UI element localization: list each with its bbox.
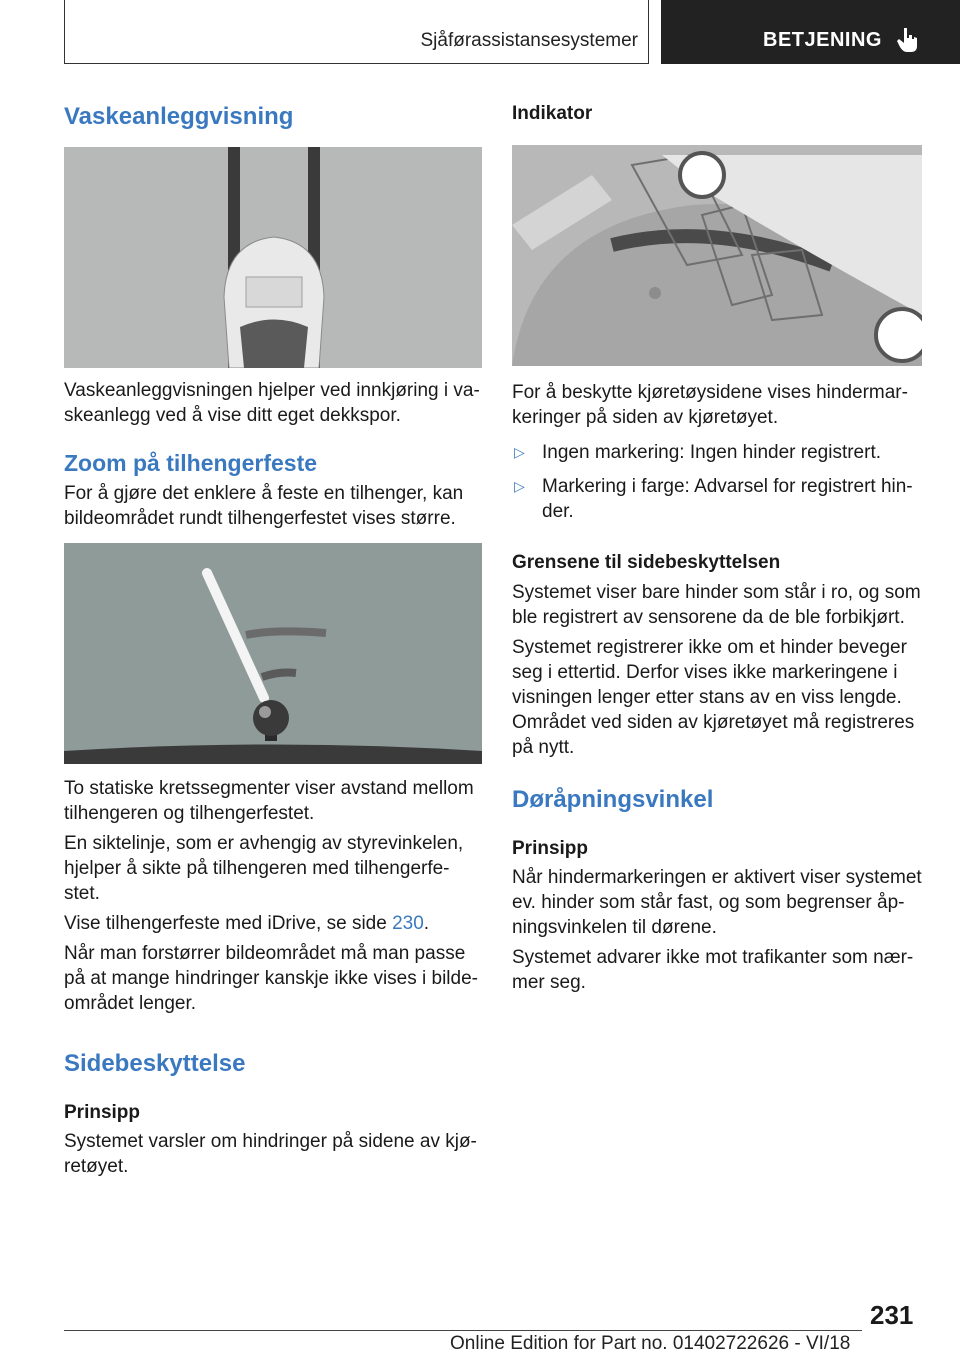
header-section-title: Sjåførassistansesystemer [420, 30, 638, 51]
text-show-hitch [64, 911, 482, 936]
page-link-230[interactable]: 230 [392, 913, 424, 934]
text-sightline: En siktelinje, som er avhengig av styrevinkelen, hjelper å sikte på tilhengeren med tilhengerfe-stet. [64, 833, 464, 904]
list-item [512, 440, 922, 465]
text-limits-1: Systemet viser bare hinder som står i ro, og som ble registrert av sensorene da de ble forbikjørt. [512, 582, 921, 628]
text-side-principle: Systemet varsler om hindringer på sidene av kjø-retøyet. [64, 1131, 477, 1177]
page-number: 231 [870, 1300, 914, 1330]
list-item-text: Markering i farge: Advarsel for registrert hin-der. [542, 476, 913, 522]
heading-indicator: Indikator [512, 103, 593, 124]
heading-zoom: Zoom på tilhengerfeste [64, 450, 318, 476]
bullet-triangle-icon: ▷ [514, 478, 525, 494]
text-door-1: Når hindermarkeringen er aktivert viser systemet ev. hinder som står fast, og som begrenser åp-ningsvinkelen til dørene. [512, 867, 922, 938]
header-chapter-box [661, 0, 960, 64]
list-item-text: Ingen markering: Ingen hinder registrert. [542, 442, 882, 463]
header-section-box [64, 0, 649, 64]
figure-wash-view [64, 147, 482, 368]
text-zoom-warning: Når man forstørrer bildeområdet må man passe på at mange hindringer kanskje ikke vises i bilde-området lenger. [64, 943, 478, 1014]
footer-divider [64, 1330, 862, 1331]
text-door-2: Systemet advarer ikke mot trafikanter som nær-mer seg. [512, 947, 914, 993]
heading-principle: Prinsipp [64, 1102, 141, 1123]
text-indicator: For å beskytte kjøretøysidene vises hindermar-keringer på siden av kjøretøyet. [512, 382, 908, 428]
hand-pointer-icon [895, 26, 921, 54]
heading-limits: Grensene til sidebeskyttelsen [512, 552, 781, 573]
text-zoom: For å gjøre det enklere å feste en tilhenger, kan bildeområdet rundt tilhengerfestet vises større. [64, 483, 464, 529]
text-limits-2: Systemet registrerer ikke om et hinder beveger seg i ettertid. Derfor vises ikke markeringene i visningen lenger etter stans av en viss lengde. Området ved siden av kjøretøyet må registreres på nytt. [512, 637, 915, 758]
list-item [512, 474, 922, 524]
indicator-list [512, 440, 922, 524]
figure-hitch-zoom [64, 543, 482, 764]
text-segments: To statiske kretssegmenter viser avstand mellom tilhengeren og tilhengerfestet. [64, 778, 474, 824]
heading-door-angle: Døråpningsvinkel [512, 786, 714, 813]
figure-side-protection [512, 145, 922, 366]
header-chapter-title: BETJENING [763, 29, 882, 51]
heading-principle-2: Prinsipp [512, 838, 589, 859]
footer-edition: Online Edition for Part no. 01402722626 - VI/18 [450, 1333, 851, 1354]
left-column [64, 103, 482, 1179]
text-wash: Vaskeanleggvisningen hjelper ved innkjøring i va-skeanlegg ved å vise ditt eget dekkspor. [64, 380, 480, 426]
right-column [512, 103, 922, 995]
heading-wash: Vaskeanleggvisning [64, 103, 294, 130]
heading-side-protection: Sidebeskyttelse [64, 1050, 246, 1077]
text-show-hitch-pre: Vise tilhengerfeste med iDrive, se side [64, 913, 393, 934]
bullet-triangle-icon: ▷ [514, 444, 525, 460]
text-show-hitch-post: . [423, 913, 430, 934]
